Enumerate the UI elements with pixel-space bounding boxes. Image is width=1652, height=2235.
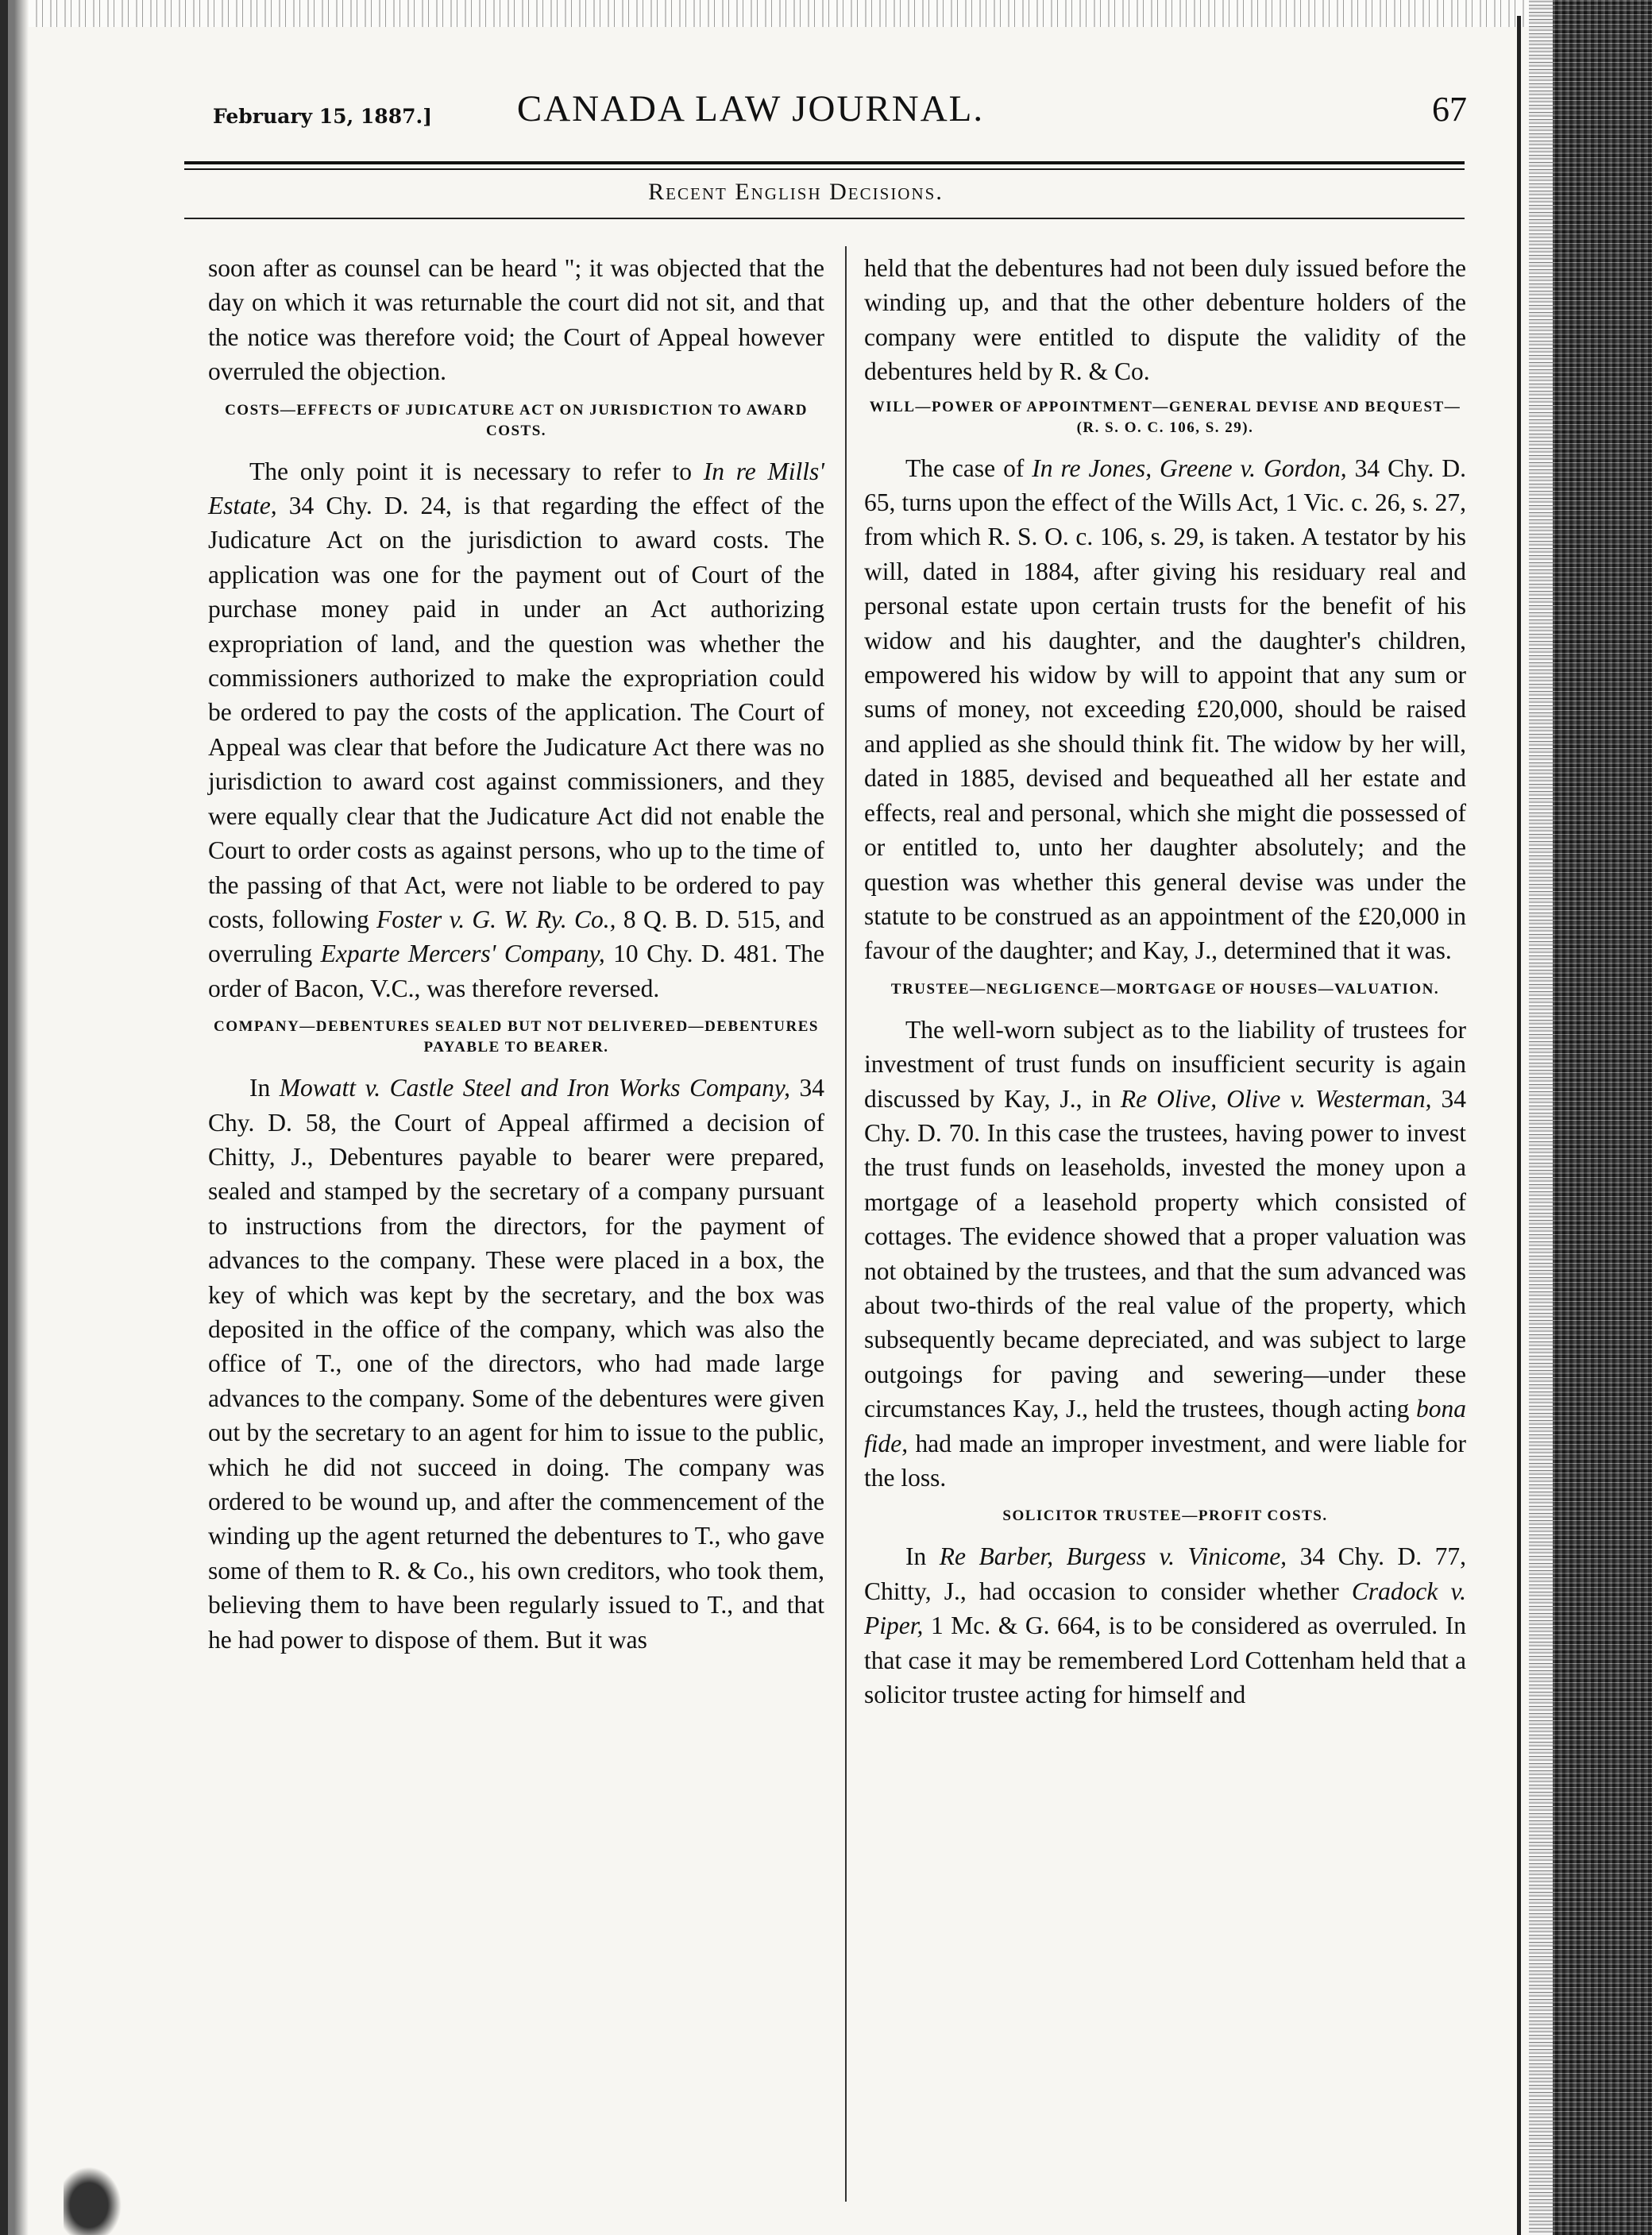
column-divider	[845, 246, 847, 2202]
header-rule-thin	[184, 168, 1465, 170]
section-heading: WILL—POWER OF APPOINTMENT—GENERAL DEVISE AND BEQUEST—(R. S. O. C. 106, S. 29).	[869, 398, 1461, 436]
paragraph: soon after as counsel can be heard "; it was objected that the day on which it was returnable the court did not sit, and that the notice was therefore void; the Court of Appeal however overruled the objection.	[208, 254, 824, 386]
case-name: In re Mills' Estate,	[208, 457, 824, 520]
issue-date: February 15, 1887.]	[213, 105, 433, 128]
right-column	[864, 251, 1466, 1712]
scan-smudge	[64, 2160, 127, 2235]
section-heading: COMPANY—DEBENTURES SEALED BUT NOT DELIVERED—DEBENTURES PAYABLE TO BEARER.	[214, 1018, 819, 1056]
case-name: Foster v. G. W. Ry. Co.,	[376, 905, 616, 933]
case-name: Exparte Mercers' Company,	[320, 940, 605, 968]
scan-edge-right	[1529, 0, 1652, 2235]
paragraph: held that the debentures had not been duly issued before the winding up, and that the other debenture holders of the company were entitled to dispute the validity of the debentures held by R. & Co.	[864, 254, 1466, 386]
scan-edge-left	[0, 0, 29, 2235]
header-rule-thick	[184, 161, 1465, 164]
case-name: Mowatt v. Castle Steel and Iron Works Company,	[279, 1074, 790, 1102]
journal-title: CANADA LAW JOURNAL.	[516, 88, 985, 129]
left-column	[208, 251, 824, 1657]
section-heading: TRUSTEE—NEGLIGENCE—MORTGAGE OF HOUSES—VALUATION.	[890, 980, 1440, 998]
paragraph: The well-worn subject as to the liability of trustees for investment of trust funds on insufficient security is again discussed by Kay, J., in Re Olive, Olive v. Westerman, 34 Chy. D. 70. In this case the trustees, having power to invest the trust funds on leaseholds, invested the money upon a mortgage of a leasehold property which consisted of cottages. The evidence showed that a proper valuation was not obtained by the trustees, and that the sum advanced was about two-thirds of the real value of the property, which subsequently became depreciated, and was subject to large outgoings for paving and sewering—under these circumstances Kay, J., held the trustees, though acting bona fide, had made an improper investment, and were liable for the loss.	[864, 1015, 1466, 1492]
page-right-border	[1517, 16, 1521, 2235]
section-heading: SOLICITOR TRUSTEE—PROFIT COSTS.	[1002, 1507, 1328, 1525]
page-number: 67	[1432, 90, 1467, 129]
scan-edge-top	[0, 0, 1652, 27]
latin-term: bona fide,	[864, 1395, 1466, 1457]
running-head: Recent English Decisions.	[648, 179, 944, 205]
paragraph: The only point it is necessary to refer to In re Mills' Estate, 34 Chy. D. 24, is that regarding the effect of the Judicature Act on the jurisdiction to award costs. The application was one for the payment out of Court of the purchase money paid in under an Act authorizing expropriation of land, and the question was whether the commissioners authorized to make the expropriation could be ordered to pay the costs of the application. The Court of Appeal was clear that before the Judicature Act there was no jurisdiction to award cost against commissioners, and they were equally clear that the Judicature Act did not enable the Court to order costs as against persons, who up to the time of the passing of that Act, were not liable to be ordered to pay costs, following Foster v. G. W. Ry. Co., 8 Q. B. D. 515, and overruling Exparte Mercers' Company, 10 Chy. D. 481. The order of Bacon, V.C., was therefore reversed.	[208, 457, 824, 1002]
paragraph: In Re Barber, Burgess v. Vinicome, 34 Chy. D. 77, Chitty, J., had occasion to consider whether Cradock v. Piper, 1 Mc. & G. 664, is to be considered as overruled. In that case it may be remembered Lord Cottenham held that a solicitor trustee acting for himself and	[864, 1542, 1466, 1709]
running-head-rule	[184, 218, 1465, 219]
section-heading: COSTS—EFFECTS OF JUDICATURE ACT ON JURISDICTION TO AWARD COSTS.	[225, 401, 808, 439]
paragraph: The case of In re Jones, Greene v. Gordon, 34 Chy. D. 65, turns upon the effect of the Wills Act, 1 Vic. c. 26, s. 27, from which R. S. O. c. 106, s. 29, is taken. A testator by his will, dated in 1884, after giving his residuary real and personal estate upon certain trusts for the benefit of his widow and his daughter, and the daughter's children, empowered his widow by will to appoint that any sum or sums of money, not exceeding £20,000, should be raised and applied as she should think fit. The widow by her will, dated in 1885, devised and bequeathed all her estate and effects, real and personal, which she might die possessed of or entitled to, unto her daughter absolutely; and the question was whether this general devise was under the statute to be construed as an appointment of the £20,000 in favour of the daughter; and Kay, J., determined that it was.	[864, 454, 1466, 965]
case-name: Re Olive, Olive v. Westerman,	[1120, 1084, 1432, 1113]
paragraph: In Mowatt v. Castle Steel and Iron Works Company, 34 Chy. D. 58, the Court of Appeal affirmed a decision of Chitty, J., Debentures payable to bearer were prepared, sealed and stamped by the secretary of a company pursuant to instructions from the directors, for the payment of advances to the company. These were placed in a box, the key of which was kept by the secretary, and the box was deposited in the office of the company, which was also the office of T., one of the directors, who had made large advances to the company. Some of the debentures were given out by the secretary to an agent for him to issue to the public, which he did not succeed in doing. The company was ordered to be wound up, and after the commencement of the winding up the agent returned the debentures to T., who gave some of them to R. & Co., his own creditors, who took them, believing them to have been regularly issued to T., and that he had power to dispose of them. But it was	[208, 1074, 825, 1654]
case-name: Cradock v. Piper,	[864, 1577, 1466, 1640]
case-name: In re Jones, Greene v. Gordon,	[1032, 454, 1347, 482]
case-name: Re Barber, Burgess v. Vinicome,	[939, 1542, 1287, 1571]
